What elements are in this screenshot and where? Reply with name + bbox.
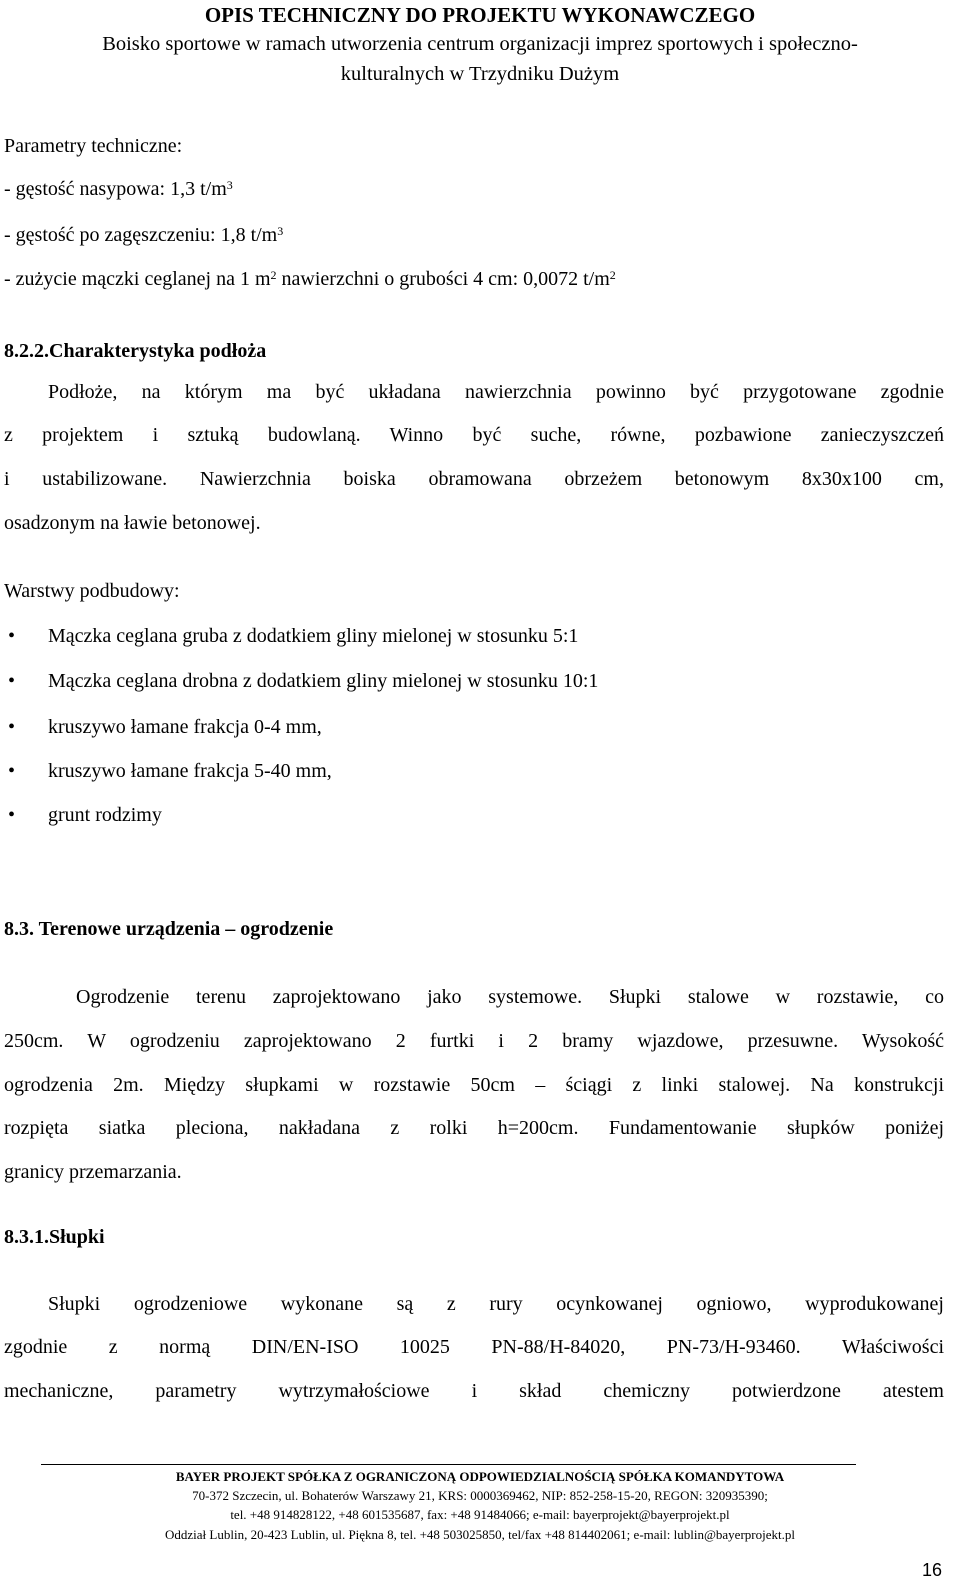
section-83-line-2: 250cm. W ogrodzeniu zaprojektowano 2 furtki i 2 bramy wjazdowe, przesuwne. Wysokość [4,1030,944,1052]
footer-address: 70-372 Szczecin, ul. Bohaterów Warszawy 21, KRS: 0000369462, NIP: 852-258-15-20, REGON: 320935390; [192,1488,768,1503]
param-consumption [4,266,616,292]
list-item-text: grunt rodzimy [48,804,162,826]
section-831-line-1: Słupki ogrodzeniowe wykonane są z rury ocynkowanej ogniowo, wyprodukowanej [48,1293,944,1315]
list-item [8,758,908,784]
list-item [8,668,908,694]
section-831-line-2: zgodnie z normą DIN/EN-ISO 10025 PN-88/H-84020, PN-73/H-93460. Właściwości [4,1336,944,1358]
section-83-line-4: rozpięta siatka pleciona, nakładana z rolki h=200cm. Fundamentowanie słupków poniżej [4,1117,944,1139]
section-831-heading: 8.3.1.Słupki [4,1226,105,1248]
footer-branch: Oddział Lublin, 20-423 Lublin, ul. Piękna 8, tel. +48 503025850, tel/fax +48 814402061; e-mail: lublin@bayerprojekt.pl [165,1527,795,1542]
layers-heading: Warstwy podbudowy: [4,580,180,602]
footer-contact: tel. +48 914828122, +48 601535687, fax: +48 91484066; e-mail: bayerprojekt@bayerprojekt.pl [230,1507,730,1522]
section-83-heading: 8.3. Terenowe urządzenia – ogrodzenie [4,918,334,940]
bullet-icon: • [8,670,16,692]
project-name-line-1: Boisko sportowe w ramach utworzenia centrum organizacji imprez sportowych i społeczno- [102,33,858,55]
bullet-icon: • [8,625,16,647]
bullet-icon: • [8,760,16,782]
list-item [8,802,908,828]
section-831-line-3: mechaniczne, parametry wytrzymałościowe i skład chemiczny potwierdzone atestem [4,1380,944,1402]
param-consumption-text-b: nawierzchni o grubości 4 cm: 0,0072 t/m [276,268,610,290]
param-consumption-sup-1: 2 [270,268,277,282]
param-consumption-sup-2: 2 [609,268,616,282]
bullet-icon: • [8,716,16,738]
footer-divider [41,1464,856,1465]
param-bulk-density-text: - gęstość nasypowa: 1,3 t/m [4,178,227,200]
param-bulk-density-sup: 3 [226,178,233,192]
list-item [8,623,908,649]
bullet-icon: • [8,804,16,826]
section-822-line-1: Podłoże, na którym ma być układana nawierzchnia powinno być przygotowane zgodnie [48,381,944,403]
page-number: 16 [921,1560,942,1580]
section-822-heading: 8.2.2.Charakterystyka podłoża [4,340,267,362]
document-title: OPIS TECHNICZNY DO PROJEKTU WYKONAWCZEGO [204,3,756,27]
param-compacted-density [4,222,283,248]
list-item-text: kruszywo łamane frakcja 5-40 mm, [48,760,332,782]
list-item-text: Mączka ceglana gruba z dodatkiem gliny mielonej w stosunku 5:1 [48,625,579,647]
param-compacted-density-text: - gęstość po zagęszczeniu: 1,8 t/m [4,224,278,246]
list-item-text: Mączka ceglana drobna z dodatkiem gliny mielonej w stosunku 10:1 [48,670,599,692]
list-item-text: kruszywo łamane frakcja 0-4 mm, [48,716,322,738]
section-822-line-2: z projektem i sztuką budowlaną. Winno być suche, równe, pozbawione zanieczyszczeń [4,424,944,446]
section-83-line-5: granicy przemarzania. [4,1161,182,1183]
section-83-line-3: ogrodzenia 2m. Między słupkami w rozstawie 50cm – ściągi z linki stalowej. Na konstrukcji [4,1074,944,1096]
footer-company: BAYER PROJEKT SPÓŁKA Z OGRANICZONĄ ODPOWIEDZIALNOŚCIĄ SPÓŁKA KOMANDYTOWA [175,1469,785,1484]
params-heading: Parametry techniczne: [4,135,183,157]
param-compacted-density-sup: 3 [277,224,284,238]
section-83-line-1: Ogrodzenie terenu zaprojektowano jako systemowe. Słupki stalowe w rozstawie, co [76,986,944,1008]
param-bulk-density [4,176,233,202]
param-consumption-text-a: - zużycie mączki ceglanej na 1 m [4,268,271,290]
project-name-line-2: kulturalnych w Trzydniku Dużym [340,63,620,85]
section-822-line-4: osadzonym na ławie betonowej. [4,512,261,534]
list-item [8,714,908,740]
section-822-line-3: i ustabilizowane. Nawierzchnia boiska obramowana obrzeżem betonowym 8x30x100 cm, [4,468,944,490]
